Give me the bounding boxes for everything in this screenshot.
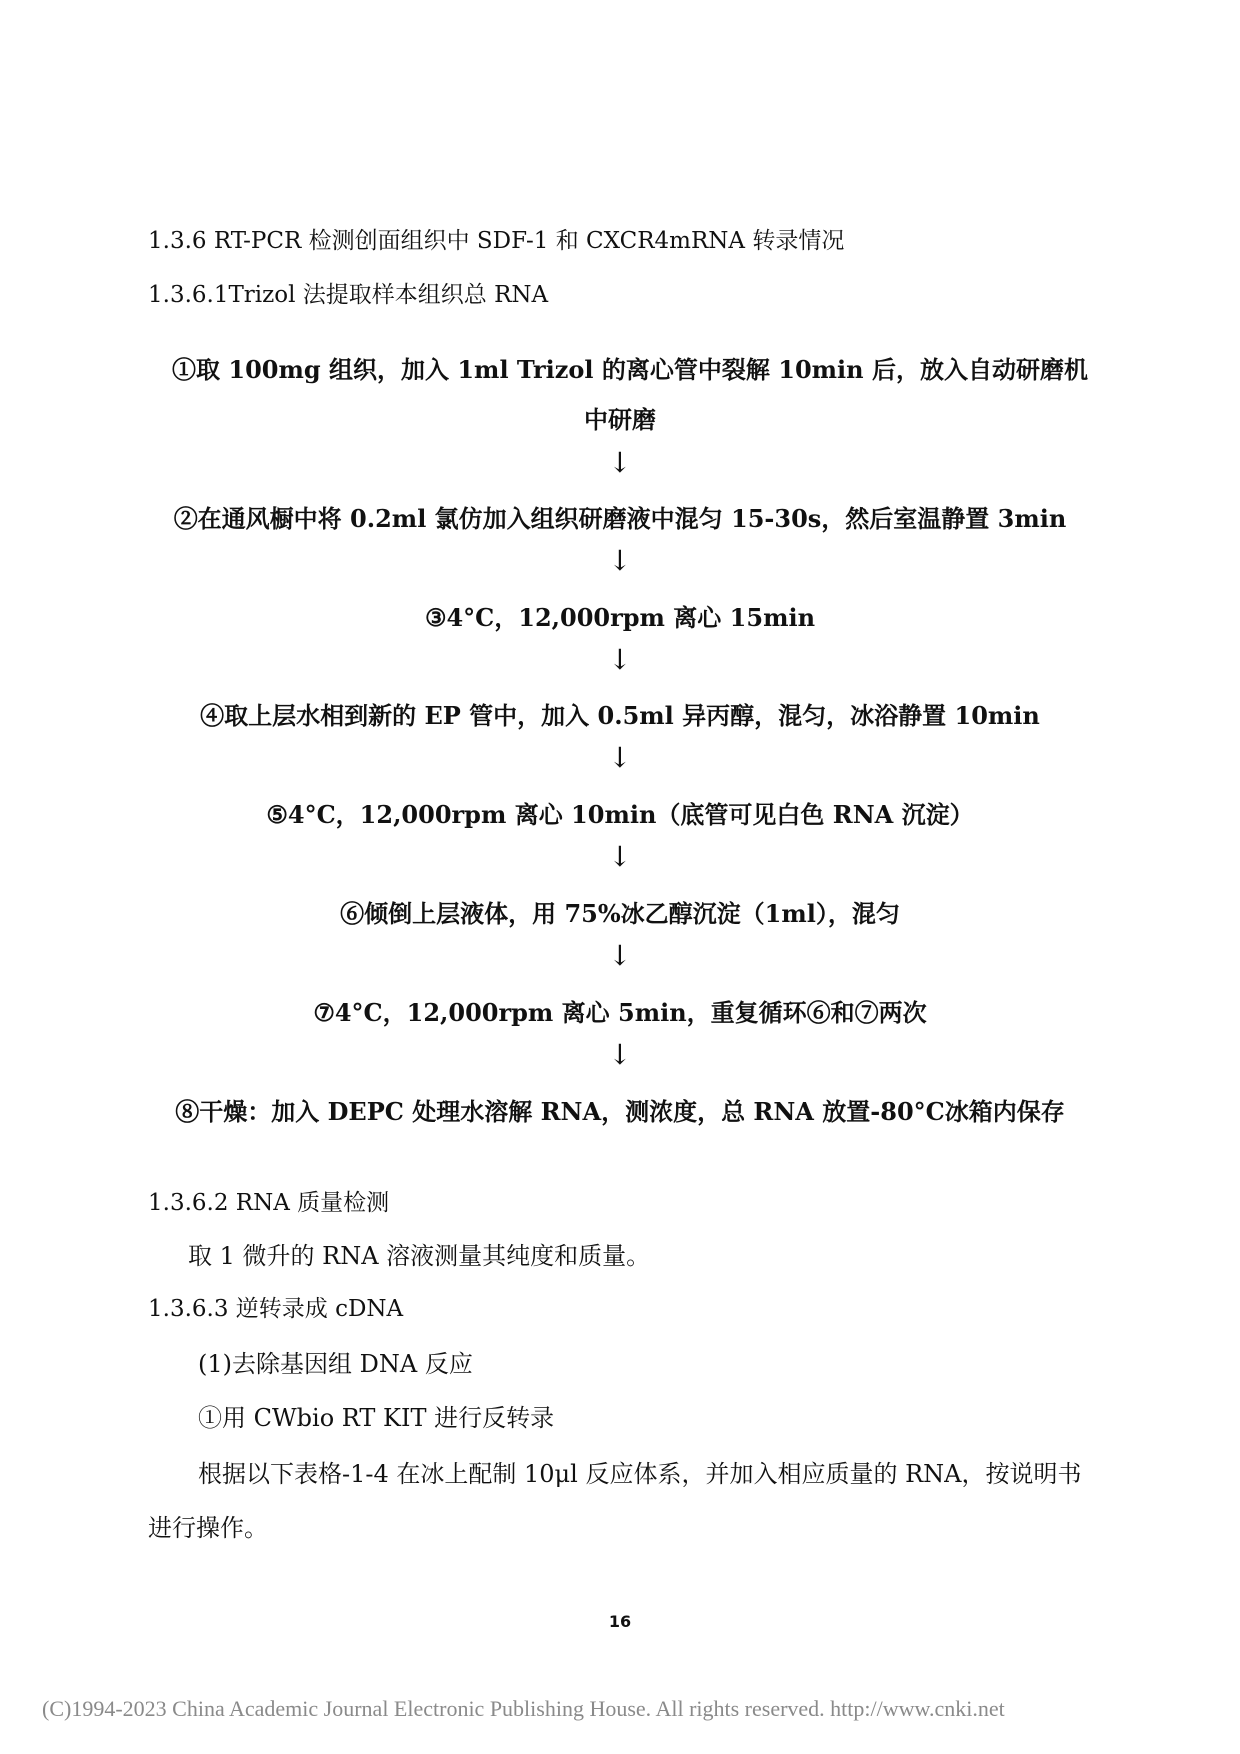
flow-step-3: ③4°C，12,000rpm 离心 15min: [424, 603, 816, 632]
section-heading-1-3-6-1: 1.3.6.1Trizol 法提取样本组织总 RNA: [148, 282, 549, 308]
section-heading-1-3-6-2: 1.3.6.2 RNA 质量检测: [148, 1190, 390, 1216]
subsection-cwbio-rt-kit: ①用 CWbio RT KIT 进行反转录: [198, 1404, 555, 1432]
flow-step-2: ②在通风橱中将 0.2ml 氯仿加入组织研磨液中混匀 15-30s，然后室温静置 3min: [173, 504, 1067, 533]
flow-arrow: ↓: [608, 939, 632, 972]
flow-arrow: ↓: [608, 1038, 632, 1071]
section-heading-1-3-6-3: 1.3.6.3 逆转录成 cDNA: [148, 1296, 404, 1322]
procedure-paragraph-line-1: 根据以下表格-1-4 在冰上配制 10μl 反应体系，并加入相应质量的 RNA，按说明书: [198, 1460, 1082, 1488]
flow-step-8: ⑧干燥：加入 DEPC 处理水溶解 RNA，测浓度，总 RNA 放置-80°C冰箱内保存: [175, 1097, 1065, 1126]
flow-step-1-line-2: 中研磨: [584, 405, 656, 434]
flow-arrow: ↓: [608, 840, 632, 873]
flow-step-6: ⑥倾倒上层液体，用 75%冰乙醇沉淀（1ml），混匀: [340, 899, 900, 928]
flow-step-4: ④取上层水相到新的 EP 管中，加入 0.5ml 异丙醇，混匀，冰浴静置 10min: [200, 701, 1040, 730]
page-number: 16: [608, 1612, 632, 1631]
section-heading-1-3-6: 1.3.6 RT-PCR 检测创面组织中 SDF-1 和 CXCR4mRNA 转录情况: [148, 228, 845, 254]
flow-arrow: ↓: [608, 544, 632, 577]
flow-step-1-line-1: ①取 100mg 组织，加入 1ml Trizol 的离心管中裂解 10min 后，放入自动研磨机: [172, 355, 1088, 384]
rna-quality-text: 取 1 微升的 RNA 溶液测量其纯度和质量。: [188, 1242, 651, 1270]
flow-step-7: ⑦4°C，12,000rpm 离心 5min，重复循环⑥和⑦两次: [313, 998, 927, 1027]
flow-arrow: ↓: [608, 643, 632, 676]
procedure-paragraph-line-2: 进行操作。: [148, 1514, 268, 1542]
flow-arrow: ↓: [608, 741, 632, 774]
subsection-remove-genomic-dna: (1)去除基因组 DNA 反应: [198, 1350, 473, 1378]
flow-arrow: ↓: [608, 446, 632, 479]
copyright-footer: (C)1994-2023 China Academic Journal Electronic Publishing House. All rights reserved. http://www.cnki.net: [42, 1696, 1005, 1721]
flow-step-5: ⑤4°C，12,000rpm 离心 10min（底管可见白色 RNA 沉淀）: [266, 800, 974, 829]
